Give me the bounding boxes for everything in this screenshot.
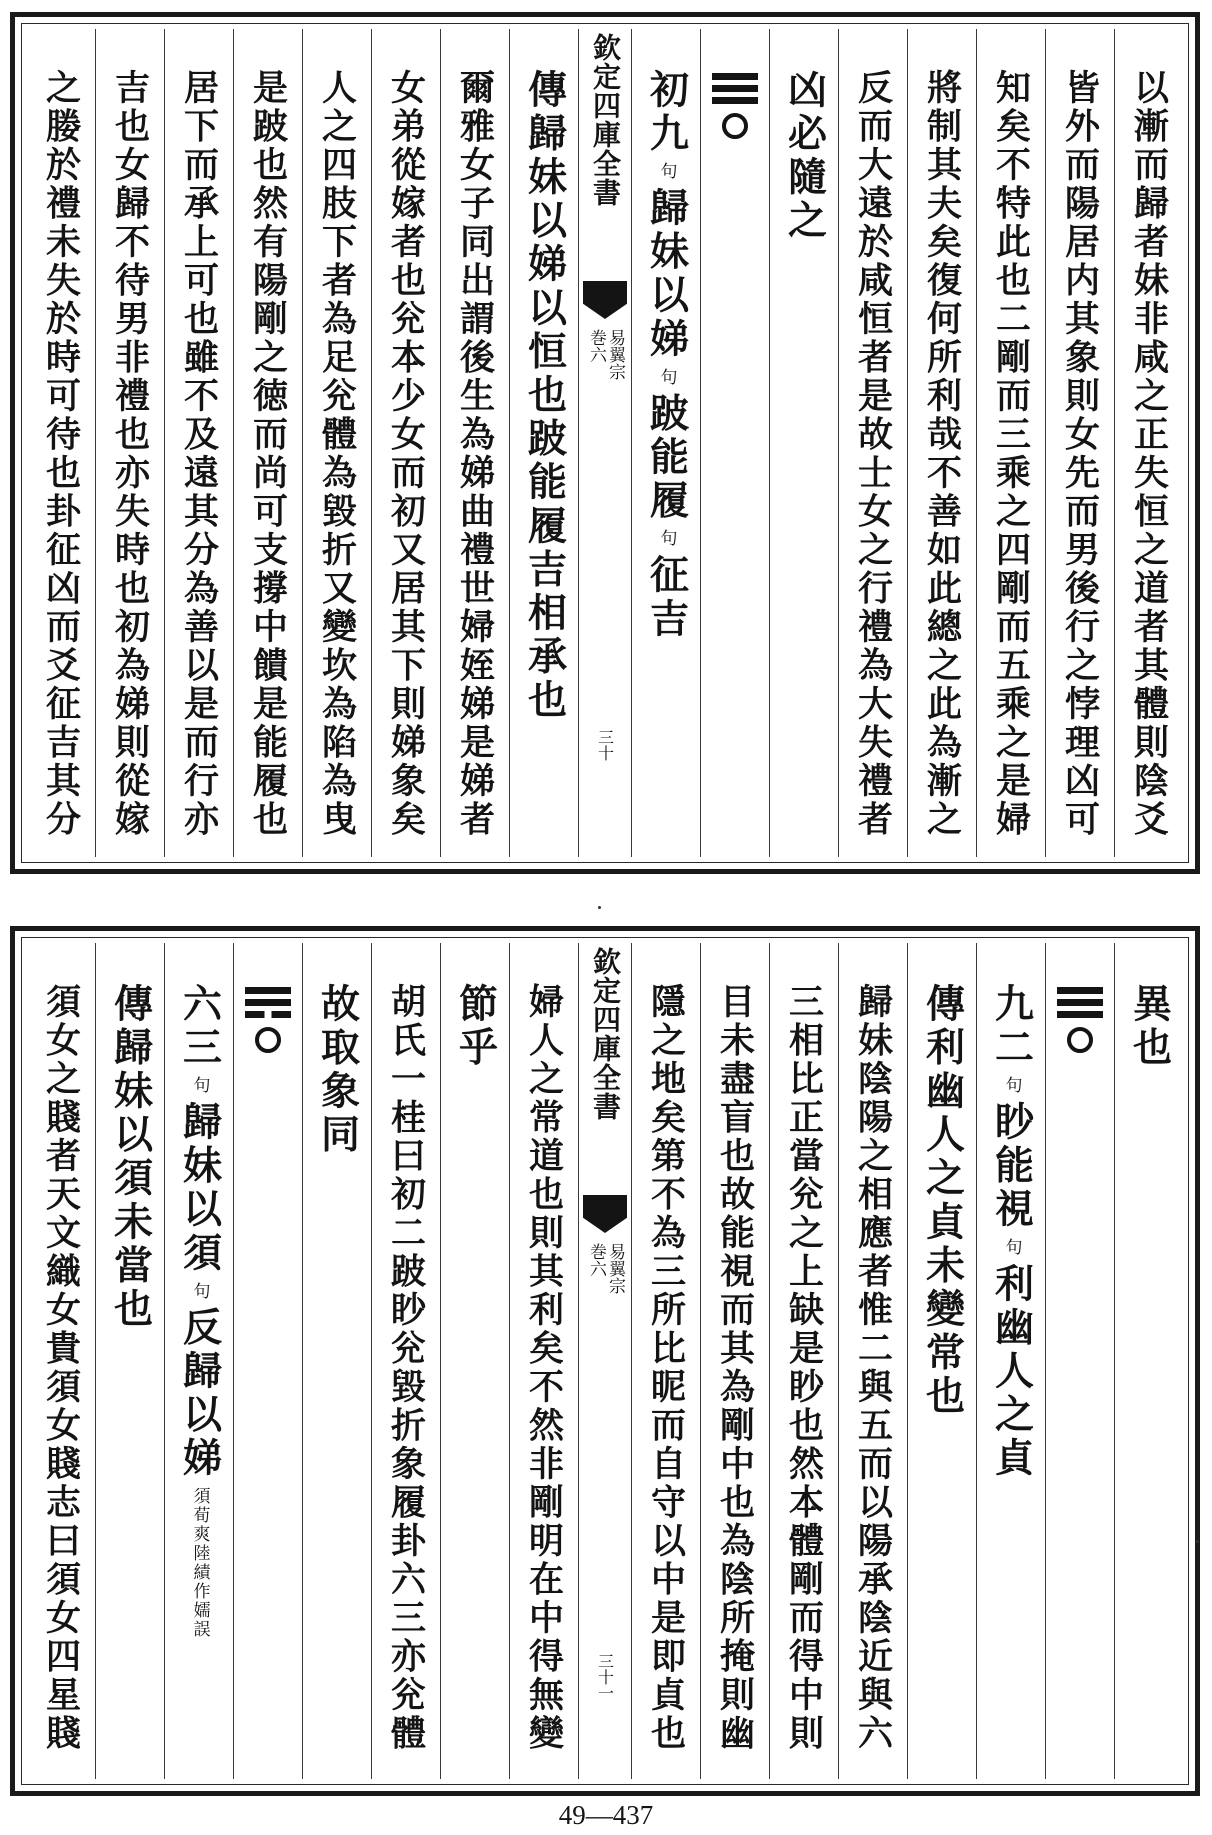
upper-text-column [1114,29,1183,857]
lower-page-panel [10,926,1200,1796]
annotation-note: 句 [1001,1238,1022,1258]
column-text: 異也 [1126,983,1173,1071]
upper-text-column [509,29,578,857]
upper-text-column [976,29,1045,857]
upper-text-column [838,29,907,857]
center-subtitle [587,329,623,380]
upper-text-column [233,29,302,857]
lower-text-columns [27,943,1183,1779]
lower-text-column [27,943,95,1779]
column-text: 傳歸妹以須未當也 [107,983,154,1332]
lower-text-column [838,943,907,1779]
lower-text-column [164,943,233,1779]
lower-text-column [907,943,976,1779]
statement-text: 六三 [176,983,223,1071]
lower-center-fold [578,943,631,1779]
lower-text-column [509,943,578,1779]
column-text: 凶必隨之 [781,69,828,244]
upper-text-column [907,29,976,857]
book-title: 欽定四庫全書 [589,947,622,1121]
lower-text-column [1045,943,1114,1779]
book-title: 欽定四庫全書 [589,33,622,207]
upper-text-column [302,29,371,857]
center-book-name: 易翼宗 [605,1243,625,1294]
column-text: 傳歸妹以娣以恒也跛能履吉相承也 [521,69,568,723]
annotation-note: 句 [189,1076,210,1096]
center-subtitle [587,1243,623,1294]
column-text: 以漸而歸者妹非咸之正失恒之道者其體則陰爻 [1128,69,1170,839]
column-text: 爾雅女子同出謂後生為娣曲禮世婦姪娣是娣者 [454,69,496,839]
column-text: 胡氏一桂曰初二跛眇兊毀折象履卦六三亦兊體 [385,983,427,1753]
statement-text: 歸妹以娣 [643,187,690,362]
upper-text-column [1045,29,1114,857]
upper-text-column [95,29,164,857]
statement-text: 征吉 [643,554,690,642]
column-text: 婦人之常道也則其利矣不然非剛明在中得無變 [523,983,565,1753]
lower-text-column [233,943,302,1779]
column-text: 傳利幽人之貞未變常也 [919,983,966,1419]
lower-text-column [371,943,440,1779]
folio-number: 三十一 [595,1653,615,1701]
column-text: 目未盡盲也故能視而其為剛中也為陰所掩則幽 [714,983,756,1753]
paper-speck [1196,1540,1199,1543]
upper-text-column [164,29,233,857]
column-text: 隱之地矣第不為三所比昵而自守以中是即貞也 [645,983,687,1753]
lower-text-column [700,943,769,1779]
fishtail-mark [583,281,627,319]
annotation-note: 句 [189,1281,210,1301]
column-text: 之媵於禮未失於時可待也卦征凶而爻征吉其分 [40,69,82,839]
lower-text-column [976,943,1045,1779]
annotation-note: 句 [656,367,677,387]
statement-text: 眇能視 [988,1101,1035,1233]
lower-text-column [302,943,371,1779]
upper-text-column [27,29,95,857]
line-statement [643,69,690,642]
column-text: 知矣不特此也二剛而三乘之四剛而五乘之是婦 [990,69,1032,839]
lower-text-column [769,943,838,1779]
column-text: 女弟從嫁者也兊本少女而初又居其下則娣象矣 [385,69,427,839]
column-text: 將制其夫矣復何所利哉不善如此總之此為漸之 [921,69,963,839]
column-text: 歸妹陰陽之相應者惟二與五而以陽承陰近與六 [852,983,894,1753]
hexagram-line-icon [712,73,758,139]
paper-speck [598,906,601,909]
annotation-note: 須荀爽陸績作嬬誤 [189,1487,210,1640]
upper-text-column [769,29,838,857]
lower-text-column [440,943,509,1779]
annotation-note: 句 [656,529,677,549]
statement-text: 利幽人之貞 [988,1263,1035,1482]
folio-number: 三十 [595,729,615,761]
lower-text-column [1114,943,1183,1779]
fishtail-mark [583,1195,627,1233]
column-text: 故取象同 [314,983,361,1158]
page-number: 49—437 [558,1800,654,1830]
upper-text-column [371,29,440,857]
column-text: 皆外而陽居内其象則女先而男後行之悖理凶可 [1059,69,1101,839]
column-text: 居下而承上可也雖不及遠其分為善以是而行亦 [178,69,220,839]
column-text: 是跛也然有陽剛之徳而尚可支撐中饋是能履也 [247,69,289,839]
upper-page-panel [10,12,1200,874]
center-volume: 巻六 [586,329,606,363]
hexagram-line-icon [1057,987,1103,1053]
column-text: 節乎 [452,983,499,1071]
column-text: 吉也女歸不待男非禮也亦失時也初為娣則從嫁 [109,69,151,839]
statement-text: 反歸以娣 [176,1306,223,1482]
lower-text-column [631,943,700,1779]
annotation-note: 句 [656,162,677,182]
column-text: 須女之賤者天文織女貴須女賤志曰須女四星賤 [40,983,82,1753]
upper-text-columns [27,29,1183,857]
hexagram-line-icon [245,987,291,1053]
center-book-name: 易翼宗 [605,329,625,380]
statement-text: 初九 [643,69,690,157]
center-volume: 巻六 [586,1243,606,1277]
statement-text: 跛能履 [643,392,690,524]
upper-center-fold [578,29,631,857]
annotation-note: 句 [1001,1076,1022,1096]
column-text: 三相比正當兊之上缺是眇也然本體剛而得中則 [783,983,825,1753]
upper-text-column [700,29,769,857]
upper-text-column [440,29,509,857]
column-text: 反而大遠於咸恒者是故士女之行禮為大失禮者 [852,69,894,839]
statement-text: 歸妹以須 [176,1101,223,1276]
line-statement [176,983,223,1645]
lower-text-column [95,943,164,1779]
statement-text: 九二 [988,983,1035,1071]
column-text: 人之四肢下者為足兊體為毀折又變坎為陷為曳 [316,69,358,839]
line-statement [988,983,1035,1482]
upper-text-column [631,29,700,857]
